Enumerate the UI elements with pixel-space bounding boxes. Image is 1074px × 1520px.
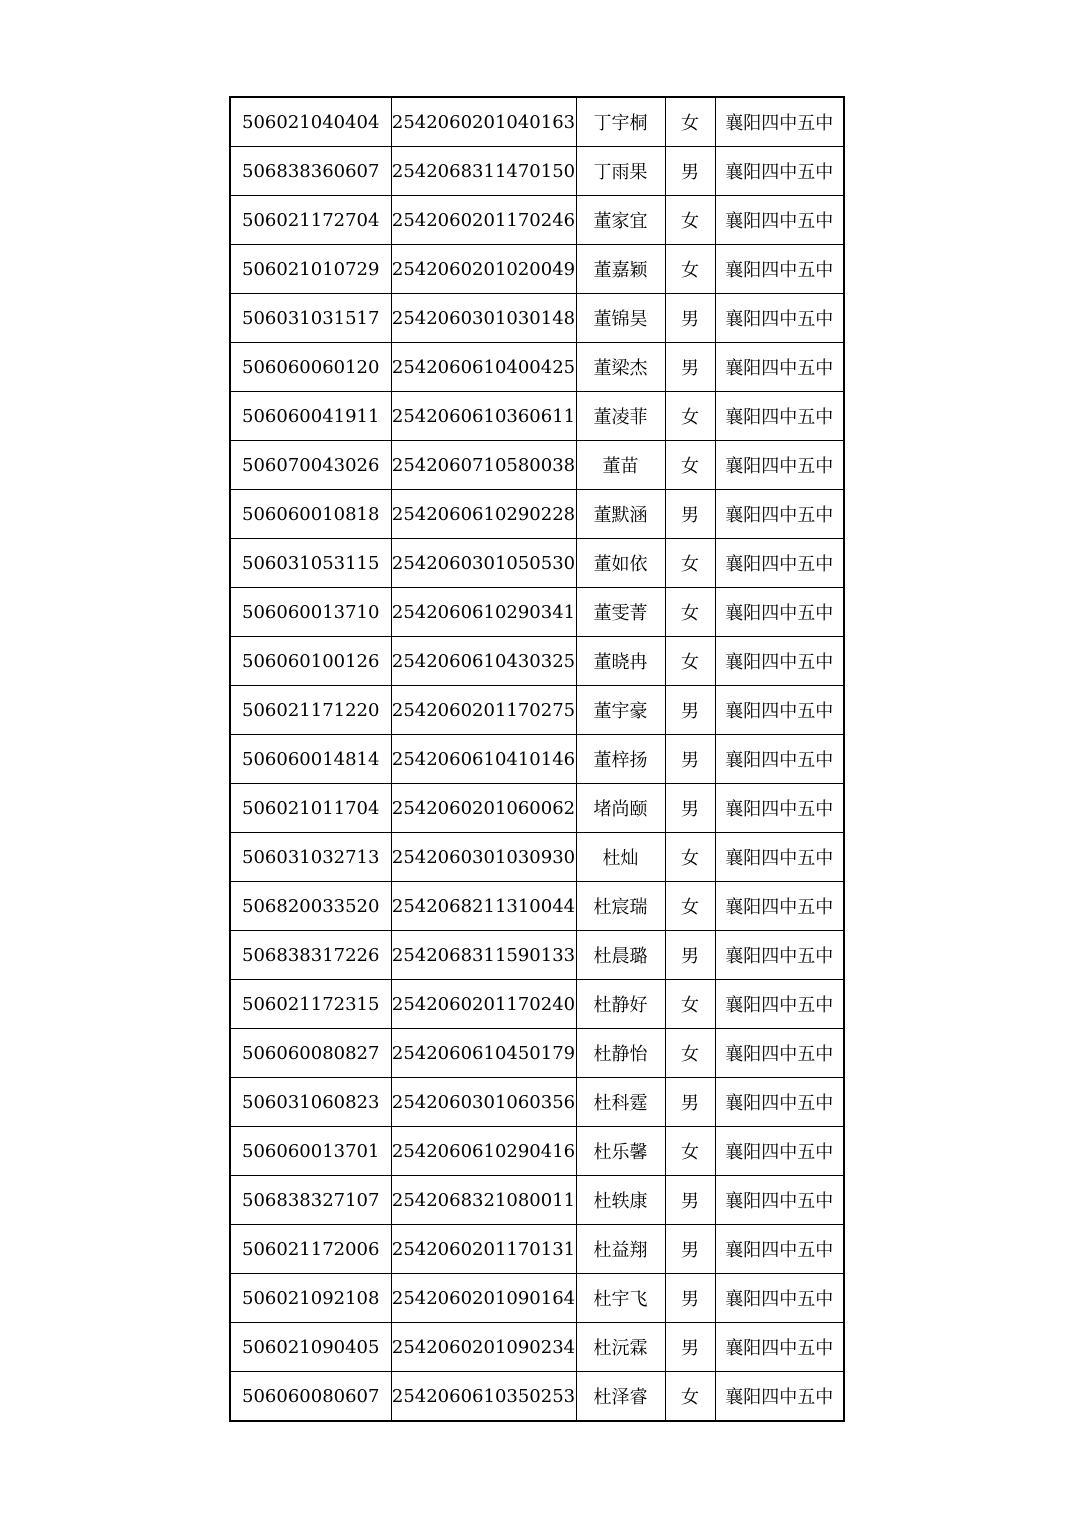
registration-number-cell: 2542060201170275	[391, 686, 576, 735]
gender-cell: 女	[665, 882, 715, 931]
table-row	[230, 441, 844, 490]
table-row	[230, 490, 844, 539]
exam-number-cell: 506060080607	[230, 1372, 391, 1422]
table-row	[230, 245, 844, 294]
exam-number-cell: 506820033520	[230, 882, 391, 931]
school-cell: 襄阳四中五中	[715, 1127, 844, 1176]
gender-cell: 女	[665, 196, 715, 245]
exam-number-cell: 506021092108	[230, 1274, 391, 1323]
table-row	[230, 97, 844, 147]
gender-cell: 女	[665, 1127, 715, 1176]
exam-number-cell: 506838317226	[230, 931, 391, 980]
student-name-cell: 董梓扬	[576, 735, 665, 784]
exam-number-cell: 506838327107	[230, 1176, 391, 1225]
registration-number-cell: 2542060610430325	[391, 637, 576, 686]
registration-number-cell: 2542060201090234	[391, 1323, 576, 1372]
registration-number-cell: 2542068211310044	[391, 882, 576, 931]
school-cell: 襄阳四中五中	[715, 392, 844, 441]
gender-cell: 男	[665, 735, 715, 784]
school-cell: 襄阳四中五中	[715, 294, 844, 343]
registration-number-cell: 2542060610450179	[391, 1029, 576, 1078]
table-row	[230, 1274, 844, 1323]
registration-number-cell: 2542060610400425	[391, 343, 576, 392]
exam-number-cell: 506060100126	[230, 637, 391, 686]
table-row	[230, 1372, 844, 1422]
student-name-cell: 董梁杰	[576, 343, 665, 392]
table-row	[230, 1176, 844, 1225]
registration-number-cell: 2542060610410146	[391, 735, 576, 784]
registration-number-cell: 2542060201170131	[391, 1225, 576, 1274]
exam-number-cell: 506031060823	[230, 1078, 391, 1127]
gender-cell: 女	[665, 392, 715, 441]
gender-cell: 女	[665, 833, 715, 882]
student-name-cell: 董嘉颖	[576, 245, 665, 294]
gender-cell: 女	[665, 980, 715, 1029]
school-cell: 襄阳四中五中	[715, 97, 844, 147]
school-cell: 襄阳四中五中	[715, 931, 844, 980]
school-cell: 襄阳四中五中	[715, 1225, 844, 1274]
table-row	[230, 686, 844, 735]
registration-number-cell: 2542060301030148	[391, 294, 576, 343]
table-row	[230, 1078, 844, 1127]
table-row	[230, 1029, 844, 1078]
table-row	[230, 196, 844, 245]
student-name-cell: 董苗	[576, 441, 665, 490]
school-cell: 襄阳四中五中	[715, 147, 844, 196]
exam-number-cell: 506060013701	[230, 1127, 391, 1176]
gender-cell: 男	[665, 686, 715, 735]
student-name-cell: 杜轶康	[576, 1176, 665, 1225]
registration-number-cell: 2542060201170246	[391, 196, 576, 245]
school-cell: 襄阳四中五中	[715, 1029, 844, 1078]
student-name-cell: 董默涵	[576, 490, 665, 539]
exam-number-cell: 506021172315	[230, 980, 391, 1029]
gender-cell: 女	[665, 245, 715, 294]
school-cell: 襄阳四中五中	[715, 833, 844, 882]
table-row	[230, 294, 844, 343]
gender-cell: 男	[665, 931, 715, 980]
student-name-cell: 杜灿	[576, 833, 665, 882]
school-cell: 襄阳四中五中	[715, 784, 844, 833]
table-row	[230, 588, 844, 637]
table-row	[230, 539, 844, 588]
gender-cell: 男	[665, 1225, 715, 1274]
student-name-cell: 杜静怡	[576, 1029, 665, 1078]
student-name-cell: 董晓冉	[576, 637, 665, 686]
exam-number-cell: 506060010818	[230, 490, 391, 539]
gender-cell: 男	[665, 294, 715, 343]
exam-number-cell: 506031031517	[230, 294, 391, 343]
registration-number-cell: 2542060201060062	[391, 784, 576, 833]
registration-number-cell: 2542068311470150	[391, 147, 576, 196]
student-name-cell: 丁雨果	[576, 147, 665, 196]
exam-number-cell: 506021090405	[230, 1323, 391, 1372]
table-row	[230, 735, 844, 784]
gender-cell: 女	[665, 637, 715, 686]
school-cell: 襄阳四中五中	[715, 245, 844, 294]
exam-number-cell: 506838360607	[230, 147, 391, 196]
registration-number-cell: 2542060610290416	[391, 1127, 576, 1176]
student-name-cell: 董凌菲	[576, 392, 665, 441]
exam-number-cell: 506070043026	[230, 441, 391, 490]
roster-table	[229, 96, 845, 1422]
student-name-cell: 杜晨璐	[576, 931, 665, 980]
exam-number-cell: 506021172006	[230, 1225, 391, 1274]
roster-table-body	[230, 97, 844, 1421]
exam-number-cell: 506021011704	[230, 784, 391, 833]
student-name-cell: 杜宸瑞	[576, 882, 665, 931]
exam-number-cell: 506021172704	[230, 196, 391, 245]
school-cell: 襄阳四中五中	[715, 1078, 844, 1127]
table-row	[230, 1323, 844, 1372]
registration-number-cell: 2542060610290341	[391, 588, 576, 637]
school-cell: 襄阳四中五中	[715, 441, 844, 490]
school-cell: 襄阳四中五中	[715, 1323, 844, 1372]
registration-number-cell: 2542060301030930	[391, 833, 576, 882]
student-name-cell: 董如依	[576, 539, 665, 588]
student-name-cell: 董家宜	[576, 196, 665, 245]
school-cell: 襄阳四中五中	[715, 1372, 844, 1422]
student-name-cell: 杜沅霖	[576, 1323, 665, 1372]
registration-number-cell: 2542060610350253	[391, 1372, 576, 1422]
school-cell: 襄阳四中五中	[715, 735, 844, 784]
exam-number-cell: 506060041911	[230, 392, 391, 441]
registration-number-cell: 2542060610360611	[391, 392, 576, 441]
gender-cell: 男	[665, 1274, 715, 1323]
table-row	[230, 833, 844, 882]
gender-cell: 女	[665, 539, 715, 588]
exam-number-cell: 506060060120	[230, 343, 391, 392]
gender-cell: 男	[665, 343, 715, 392]
table-row	[230, 980, 844, 1029]
exam-number-cell: 506021010729	[230, 245, 391, 294]
student-name-cell: 杜宇飞	[576, 1274, 665, 1323]
exam-number-cell: 506060014814	[230, 735, 391, 784]
registration-number-cell: 2542060610290228	[391, 490, 576, 539]
table-row	[230, 392, 844, 441]
registration-number-cell: 2542060710580038	[391, 441, 576, 490]
exam-number-cell: 506021040404	[230, 97, 391, 147]
registration-number-cell: 2542060301050530	[391, 539, 576, 588]
table-row	[230, 1127, 844, 1176]
school-cell: 襄阳四中五中	[715, 343, 844, 392]
registration-number-cell: 2542068321080011	[391, 1176, 576, 1225]
gender-cell: 男	[665, 1323, 715, 1372]
registration-number-cell: 2542060201090164	[391, 1274, 576, 1323]
school-cell: 襄阳四中五中	[715, 490, 844, 539]
exam-number-cell: 506060013710	[230, 588, 391, 637]
table-row	[230, 882, 844, 931]
gender-cell: 男	[665, 490, 715, 539]
school-cell: 襄阳四中五中	[715, 196, 844, 245]
school-cell: 襄阳四中五中	[715, 686, 844, 735]
student-name-cell: 杜科霆	[576, 1078, 665, 1127]
table-row	[230, 1225, 844, 1274]
student-name-cell: 杜泽睿	[576, 1372, 665, 1422]
exam-number-cell: 506021171220	[230, 686, 391, 735]
registration-number-cell: 2542060201170240	[391, 980, 576, 1029]
school-cell: 襄阳四中五中	[715, 588, 844, 637]
exam-number-cell: 506060080827	[230, 1029, 391, 1078]
student-name-cell: 堵尚颐	[576, 784, 665, 833]
gender-cell: 女	[665, 588, 715, 637]
student-name-cell: 杜益翔	[576, 1225, 665, 1274]
gender-cell: 女	[665, 97, 715, 147]
gender-cell: 女	[665, 441, 715, 490]
table-row	[230, 784, 844, 833]
gender-cell: 男	[665, 147, 715, 196]
student-name-cell: 丁宇桐	[576, 97, 665, 147]
student-name-cell: 董锦昊	[576, 294, 665, 343]
school-cell: 襄阳四中五中	[715, 637, 844, 686]
school-cell: 襄阳四中五中	[715, 1176, 844, 1225]
exam-number-cell: 506031053115	[230, 539, 391, 588]
table-row	[230, 343, 844, 392]
school-cell: 襄阳四中五中	[715, 980, 844, 1029]
registration-number-cell: 2542068311590133	[391, 931, 576, 980]
student-name-cell: 杜乐馨	[576, 1127, 665, 1176]
gender-cell: 男	[665, 1078, 715, 1127]
table-row	[230, 931, 844, 980]
table-row	[230, 637, 844, 686]
student-name-cell: 董宇豪	[576, 686, 665, 735]
school-cell: 襄阳四中五中	[715, 539, 844, 588]
gender-cell: 女	[665, 1372, 715, 1422]
student-name-cell: 董雯菁	[576, 588, 665, 637]
registration-number-cell: 2542060201040163	[391, 97, 576, 147]
gender-cell: 女	[665, 1029, 715, 1078]
gender-cell: 男	[665, 1176, 715, 1225]
exam-number-cell: 506031032713	[230, 833, 391, 882]
gender-cell: 男	[665, 784, 715, 833]
student-name-cell: 杜静好	[576, 980, 665, 1029]
school-cell: 襄阳四中五中	[715, 882, 844, 931]
school-cell: 襄阳四中五中	[715, 1274, 844, 1323]
table-row	[230, 147, 844, 196]
registration-number-cell: 2542060201020049	[391, 245, 576, 294]
registration-number-cell: 2542060301060356	[391, 1078, 576, 1127]
